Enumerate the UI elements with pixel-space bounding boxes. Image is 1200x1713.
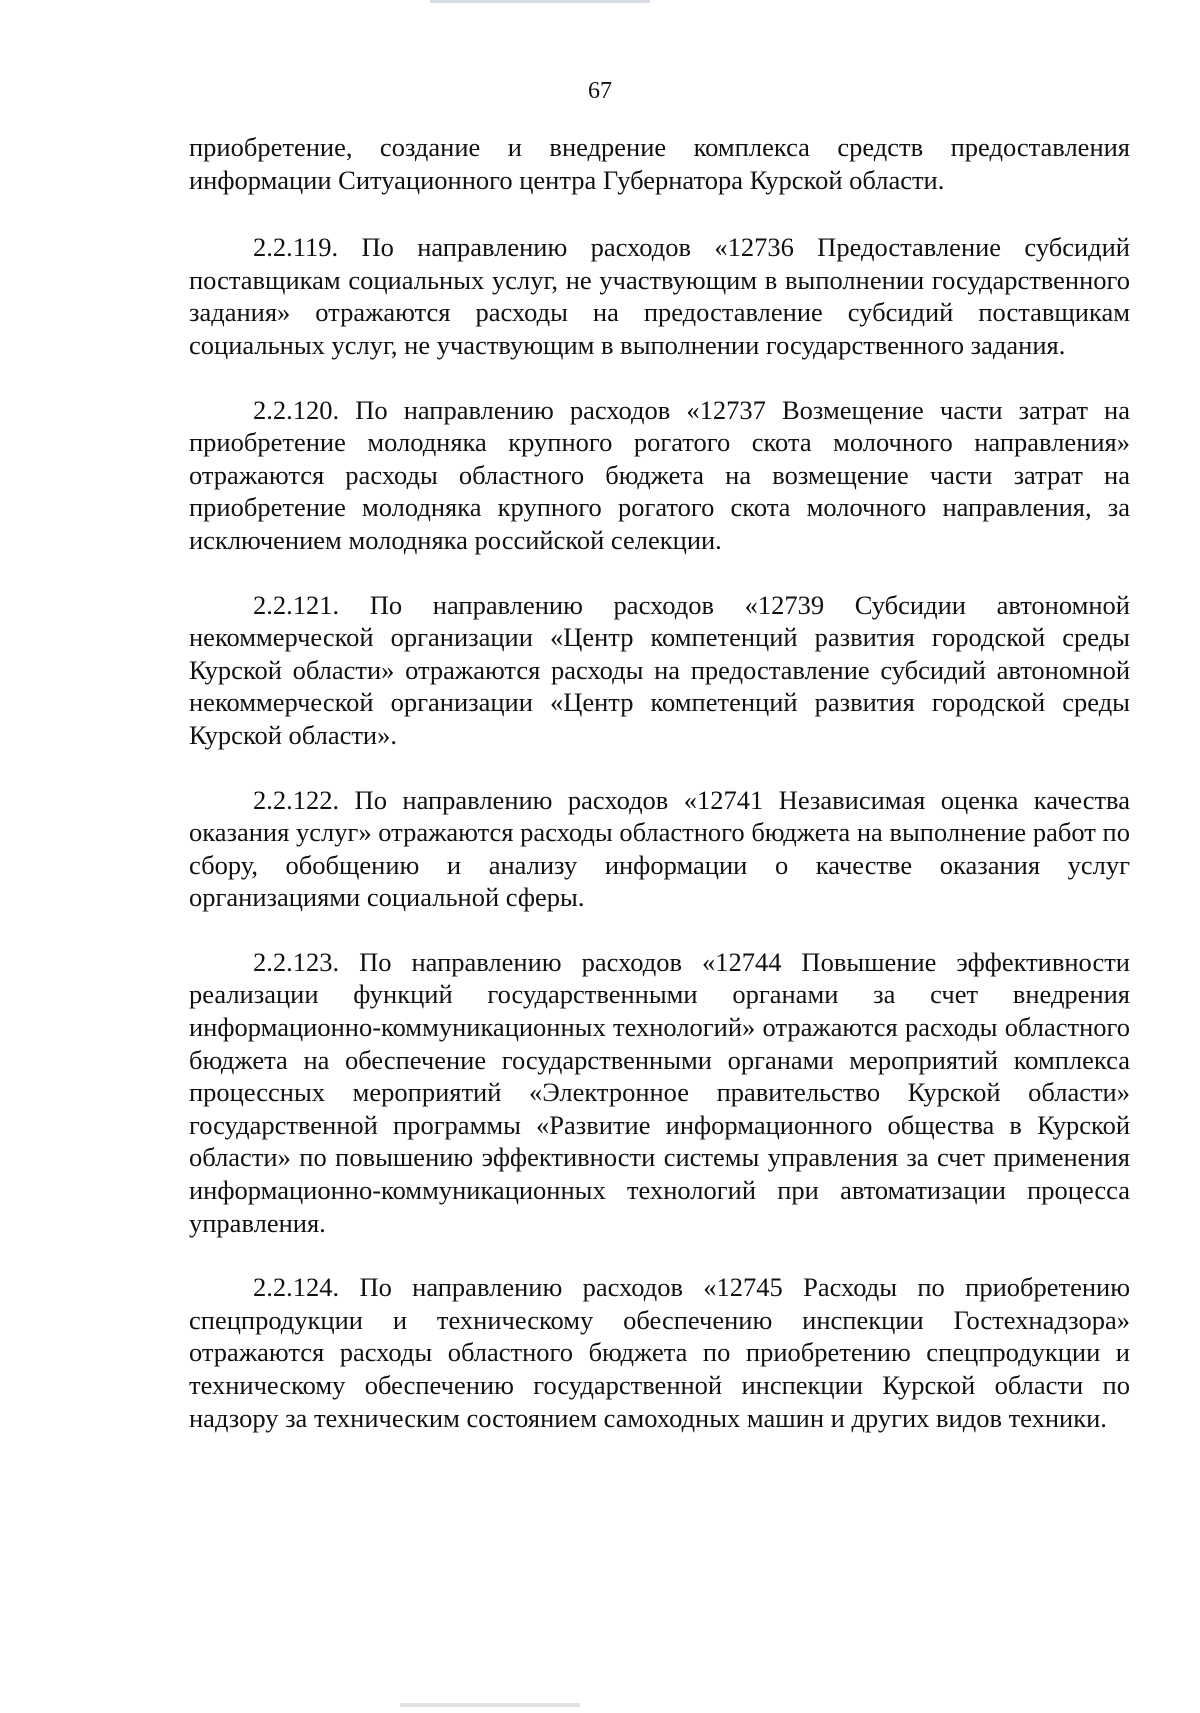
page-number: 67 xyxy=(588,78,612,104)
scan-artifact-top xyxy=(430,0,650,3)
paragraph-2-2-122: 2.2.122. По направлению расходов «12741 Независимая оценка качества оказания услуг» отражаются расходы областного бюджета на выполнение работ по сбору, обобщению и анализу информации о качестве оказания услуг организациями социальной сферы. xyxy=(189,784,1130,913)
paragraph-2-2-120: 2.2.120. По направлению расходов «12737 Возмещение части затрат на приобретение молодняка крупного рогатого скота молочного направления» отражаются расходы областного бюджета на возмещение части затрат на приобретение молодняка крупного рогатого скота молочного направления, за исключением молодняка российской селекции. xyxy=(189,394,1130,555)
paragraph-2-2-124: 2.2.124. По направлению расходов «12745 Расходы по приобретению спецпродукции и техническому обеспечению инспекции Гостехнадзора» отражаются расходы областного бюджета по приобретению спецпродукции и техническому обеспечению государственной инспекции Курской области по надзору за техническим состоянием самоходных машин и других видов техники. xyxy=(189,1272,1130,1433)
document-body xyxy=(189,131,1130,1466)
paragraph-2-2-121: 2.2.121. По направлению расходов «12739 Субсидии автономной некоммерческой организации «Центр компетенций развития городской среды Курской области» отражаются расходы на предоставление субсидий автономной некоммерческой организации «Центр компетенций развития городской среды Курской области». xyxy=(189,589,1130,750)
paragraph-2-2-119: 2.2.119. По направлению расходов «12736 Предоставление субсидий поставщикам социальных услуг, не участвующим в выполнении государственного задания» отражаются расходы на предоставление субсидий поставщикам социальных услуг, не участвующим в выполнении государственного задания. xyxy=(189,232,1130,360)
scan-artifact-bottom xyxy=(400,1703,580,1707)
paragraph-continuation: приобретение, создание и внедрение комплекса средств предоставления информации Ситуационного центра Губернатора Курской области. xyxy=(189,132,1130,195)
paragraph-2-2-123: 2.2.123. По направлению расходов «12744 Повышение эффективности реализации функций государственными органами за счет внедрения информационно-коммуникационных технологий» отражаются расходы областного бюджета на обеспечение государственными органами мероприятий комплекса процессных мероприятий «Электронное правительство Курской области» государственной программы «Развитие информационного общества в Курской области» по повышению эффективности системы управления за счет применения информационно-коммуникационных технологий при автоматизации процесса управления. xyxy=(189,946,1130,1238)
